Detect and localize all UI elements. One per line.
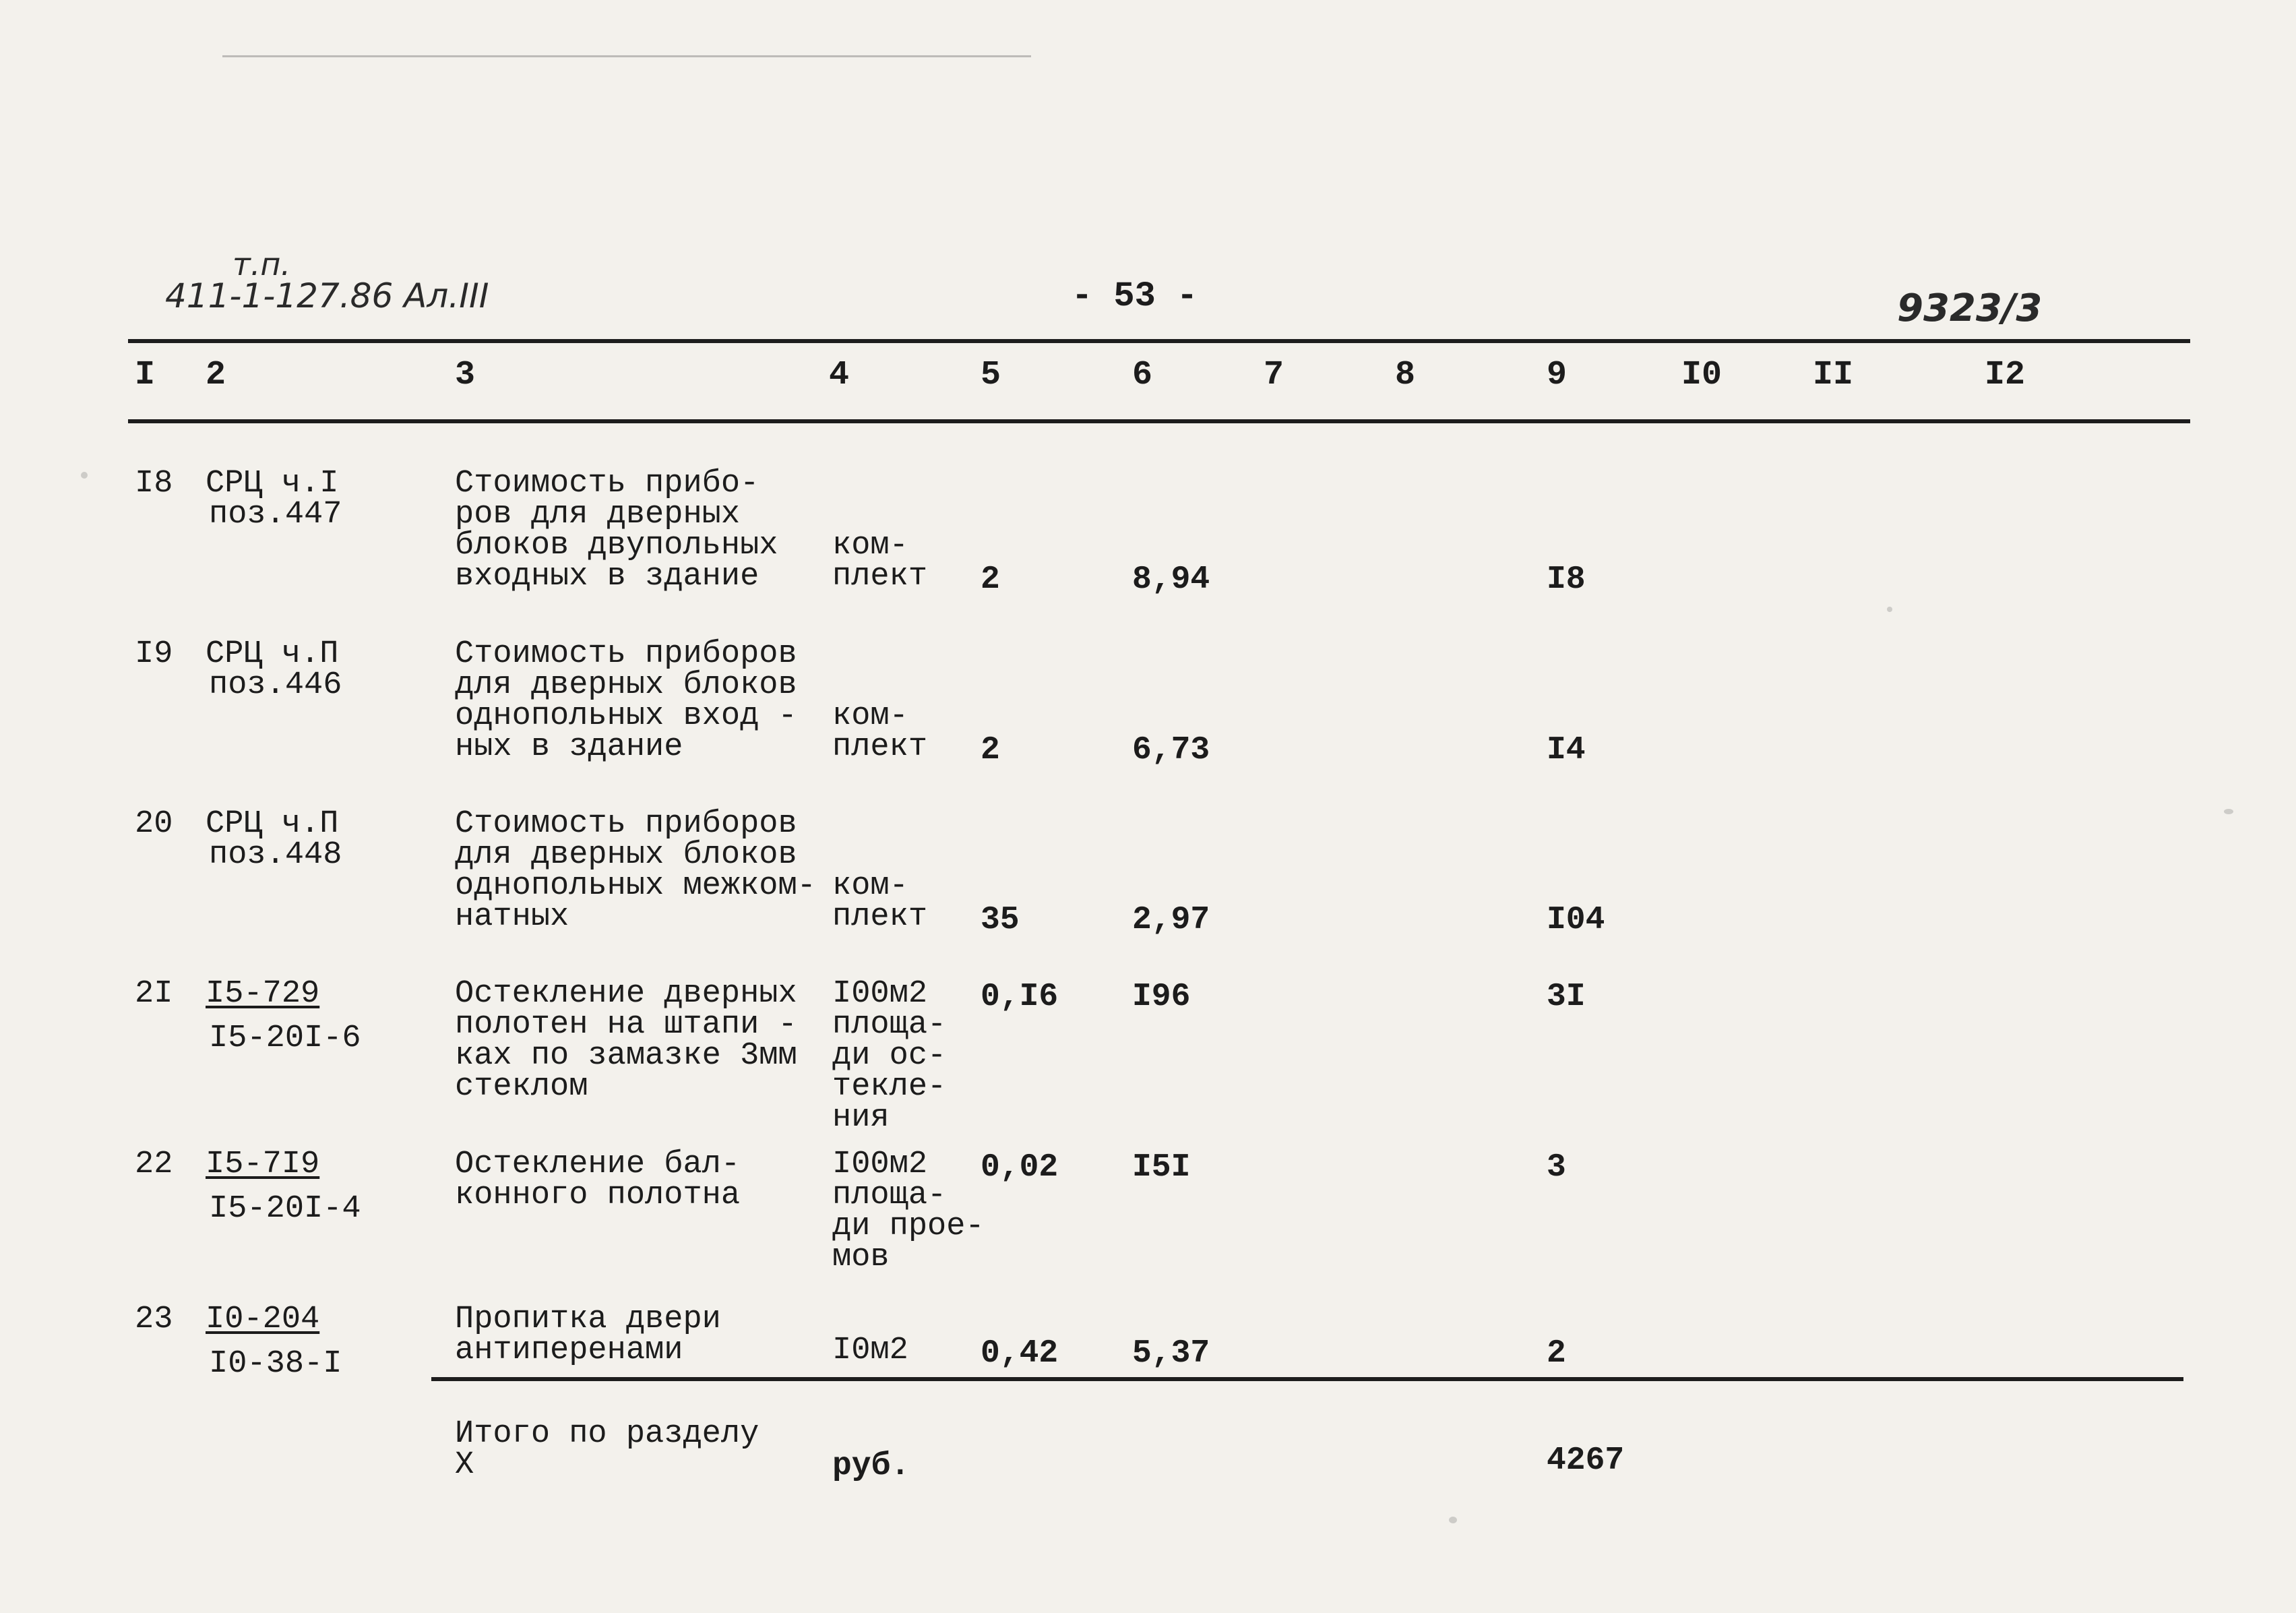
row-total: I04: [1547, 902, 1605, 938]
row-description: Остекление бал- конного полотна: [455, 1147, 741, 1213]
column-number-8: 8: [1395, 356, 1416, 394]
row-number: 23: [135, 1302, 173, 1337]
summary-label: Итого по разделу X: [455, 1416, 759, 1483]
row-total: I8: [1547, 561, 1586, 598]
row-description: Пропитка двери антиперенами: [455, 1302, 721, 1368]
row-unit: I00м2 площа- ди прое- мов: [832, 1147, 985, 1275]
column-number-11: II: [1813, 356, 1854, 394]
row-unit-price: I5I: [1132, 1149, 1191, 1186]
row-reference-primary: СРЦ ч.П: [206, 636, 339, 672]
row-unit-price: 8,94: [1132, 561, 1210, 598]
row-number: 20: [135, 806, 173, 842]
column-number-10: I0: [1681, 356, 1723, 394]
row-reference-primary: I5-729: [206, 976, 320, 1012]
row-quantity: 0,02: [981, 1149, 1059, 1186]
scan-speck: [1887, 607, 1892, 612]
column-number-12: I2: [1985, 356, 2026, 394]
row-reference-secondary: I0-38-I: [209, 1346, 342, 1382]
row-unit-price: 5,37: [1132, 1335, 1210, 1372]
scan-speck: [1449, 1517, 1457, 1523]
document-number: 9323/3: [1897, 286, 2043, 330]
column-number-9: 9: [1547, 356, 1568, 394]
row-unit: I0м2: [832, 1333, 908, 1368]
column-number-7: 7: [1264, 356, 1284, 394]
row-quantity: 2: [981, 732, 1000, 768]
row-quantity: 0,42: [981, 1335, 1059, 1372]
handwritten-doc-code: 411-1-127.86 Ал.III: [165, 276, 489, 315]
row-quantity: 2: [981, 561, 1000, 598]
row-reference-secondary: I5-20I-6: [209, 1021, 361, 1056]
row-description: Стоимость приборов для дверных блоков однопольных межком- натных: [455, 806, 816, 935]
row-total: 3I: [1547, 979, 1586, 1015]
column-number-6: 6: [1132, 356, 1153, 394]
row-unit: ком- плект: [832, 698, 928, 765]
handwritten-note-top: т.п.: [232, 246, 291, 282]
header-bottom-rule: [128, 419, 2190, 423]
row-description: Стоимость приборов для дверных блоков однопольных вход - ных в здание: [455, 636, 797, 765]
row-unit: ком- плект: [832, 868, 928, 935]
row-unit: ком- плект: [832, 528, 928, 595]
scan-speck: [2224, 809, 2233, 814]
page-number: - 53 -: [1072, 276, 1198, 316]
row-reference-primary: I0-204: [206, 1302, 320, 1337]
column-number-3: 3: [455, 356, 476, 394]
row-reference-primary: СРЦ ч.I: [206, 466, 339, 501]
row-reference-primary: СРЦ ч.П: [206, 806, 339, 842]
summary-total: 4267: [1547, 1442, 1625, 1479]
row-unit: I00м2 площа- ди ос- текле- ния: [832, 976, 947, 1136]
header-top-rule: [128, 339, 2190, 343]
row-number: 2I: [135, 976, 173, 1012]
column-number-1: I: [135, 356, 156, 394]
row-total: I4: [1547, 732, 1586, 768]
column-number-4: 4: [829, 356, 850, 394]
row-quantity: 0,I6: [981, 979, 1059, 1015]
scan-speck: [81, 472, 88, 479]
table-bottom-rule: [431, 1377, 2183, 1381]
row-total: 2: [1547, 1335, 1566, 1372]
row-reference-secondary: I5-20I-4: [209, 1191, 361, 1227]
column-number-2: 2: [206, 356, 226, 394]
summary-unit: руб.: [832, 1448, 910, 1484]
row-quantity: 35: [981, 902, 1020, 938]
row-description: Остекление дверных полотен на штапи - ках по замазке 3мм стеклом: [455, 976, 797, 1105]
row-reference-secondary: поз.446: [209, 667, 342, 703]
row-unit-price: I96: [1132, 979, 1191, 1015]
row-total: 3: [1547, 1149, 1566, 1186]
row-reference-primary: I5-7I9: [206, 1147, 320, 1182]
row-description: Стоимость прибо- ров для дверных блоков двупольных входных в здание: [455, 466, 778, 595]
row-unit-price: 2,97: [1132, 902, 1210, 938]
faint-top-line: [222, 55, 1031, 57]
row-reference-secondary: поз.448: [209, 837, 342, 873]
row-number: I8: [135, 466, 173, 501]
row-number: I9: [135, 636, 173, 672]
column-number-5: 5: [981, 356, 1001, 394]
row-reference-secondary: поз.447: [209, 497, 342, 532]
row-number: 22: [135, 1147, 173, 1182]
row-unit-price: 6,73: [1132, 732, 1210, 768]
